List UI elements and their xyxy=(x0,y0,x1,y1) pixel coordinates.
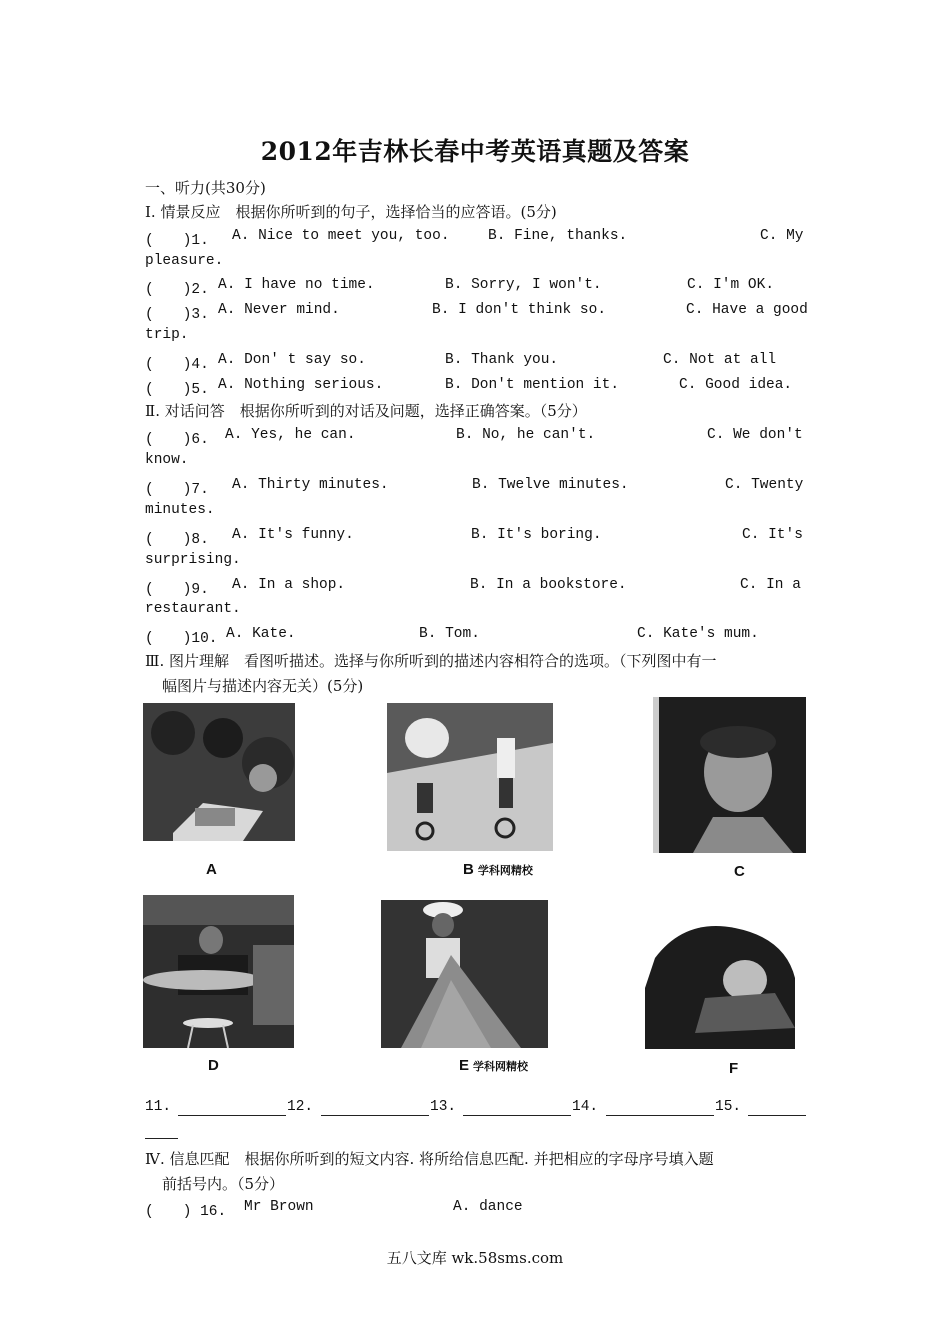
blank-label: 13. xyxy=(430,1099,457,1115)
option-a: A. Thirty minutes. xyxy=(232,477,389,493)
blank-label: 14. xyxy=(572,1099,599,1115)
watermark-text: 学科网精校 xyxy=(477,864,533,877)
section-3-heading: Ⅲ. 图片理解 看图听描述。选择与你所听到的描述内容相符合的选项。（下列图中有一 xyxy=(145,652,717,670)
option-a: A. In a shop. xyxy=(232,577,346,593)
question-row xyxy=(145,427,807,447)
blank-label: 15. xyxy=(715,1099,742,1115)
question-number: ( )5. xyxy=(145,382,209,398)
option-continuation: trip. xyxy=(145,327,189,343)
option-a: A. Never mind. xyxy=(218,302,340,318)
option-b: B. Twelve minutes. xyxy=(472,477,629,493)
match-left-item: Mr Brown xyxy=(244,1199,314,1215)
question-row xyxy=(145,352,807,372)
option-c: C. We don't xyxy=(707,427,803,443)
picture-d-man-at-table xyxy=(143,895,294,1048)
section-2-heading: Ⅱ. 对话问答 根据你所听到的对话及问题，选择正确答案。（5分） xyxy=(145,402,587,420)
question-row xyxy=(145,527,807,547)
option-a: A. Yes, he can. xyxy=(225,427,356,443)
picture-caption-f xyxy=(729,1060,738,1077)
caption-letter: A xyxy=(206,861,217,878)
question-number: ( )7. xyxy=(145,482,209,498)
question-row xyxy=(145,228,807,248)
section-4-heading: Ⅳ. 信息匹配 根据你所听到的短文内容. 将所给信息匹配. 并把相应的字母序号填入题 xyxy=(145,1150,714,1168)
option-continuation: pleasure. xyxy=(145,253,224,269)
picture-b-illustration xyxy=(387,703,553,851)
picture-caption-e xyxy=(459,1057,528,1074)
page-footer: 五八文库 wk.58sms.com xyxy=(386,1249,564,1267)
section-1-heading: Ⅰ. 情景反应 根据你所听到的句子，选择恰当的应答语。(5分) xyxy=(145,203,557,221)
option-b: B. Sorry, I won't. xyxy=(445,277,602,293)
picture-c-illustration xyxy=(653,697,806,853)
option-b: B. In a bookstore. xyxy=(470,577,627,593)
picture-e-market-vendor xyxy=(381,900,548,1048)
option-c: C. Good idea. xyxy=(679,377,793,393)
question-row xyxy=(145,577,807,597)
picture-f-sleeping-woman xyxy=(645,918,806,1049)
picture-caption-a xyxy=(206,861,217,878)
section-3-heading-cont: 幅图片与描述内容无关）(5分) xyxy=(162,677,364,695)
picture-e-illustration xyxy=(381,900,548,1048)
option-b: B. Fine, thanks. xyxy=(488,228,628,244)
question-row xyxy=(145,477,807,497)
picture-a-illustration xyxy=(143,703,295,841)
page-title: 2012年吉林长春中考英语真题及答案 xyxy=(260,137,690,166)
matching-row xyxy=(145,1199,807,1219)
answer-blank[interactable] xyxy=(606,1101,714,1116)
picture-caption-c xyxy=(734,863,745,880)
option-b: B. I don't think so. xyxy=(432,302,607,318)
option-c: C. Have a good xyxy=(686,302,808,318)
option-b: B. It's boring. xyxy=(471,527,602,543)
caption-letter: D xyxy=(208,1057,219,1074)
question-number: ( )3. xyxy=(145,307,209,323)
caption-letter: F xyxy=(729,1060,739,1077)
section-4-heading-cont: 前括号内。（5分） xyxy=(162,1175,285,1193)
question-row xyxy=(145,302,807,322)
option-a: A. Don' t say so. xyxy=(218,352,366,368)
match-right-item: A. dance xyxy=(453,1199,523,1215)
answer-blank[interactable] xyxy=(463,1101,571,1116)
option-c: C. My xyxy=(760,228,804,244)
caption-letter: B xyxy=(463,861,474,878)
answer-blank[interactable] xyxy=(178,1101,286,1116)
option-continuation: know. xyxy=(145,452,189,468)
question-number: ( )4. xyxy=(145,357,209,373)
option-c: C. I'm OK. xyxy=(687,277,775,293)
option-a: A. Nice to meet you, too. xyxy=(232,228,450,244)
blank-label: 12. xyxy=(287,1099,314,1115)
picture-d-illustration xyxy=(143,895,294,1048)
question-row xyxy=(145,626,807,646)
picture-a-people-reading xyxy=(143,703,295,841)
option-a: A. I have no time. xyxy=(218,277,375,293)
watermark-text: 学科网精校 xyxy=(473,1060,529,1073)
picture-f-illustration xyxy=(645,918,806,1049)
picture-caption-d xyxy=(208,1057,219,1074)
question-number: ( )10. xyxy=(145,631,218,647)
answer-blank-continuation xyxy=(145,1124,178,1139)
picture-caption-b xyxy=(463,861,533,878)
option-continuation: minutes. xyxy=(145,502,215,518)
question-row xyxy=(145,377,807,397)
option-c: C. Not at all xyxy=(663,352,777,368)
option-b: B. No, he can't. xyxy=(456,427,596,443)
question-number: ( )6. xyxy=(145,432,209,448)
option-c: C. Kate's mum. xyxy=(637,626,759,642)
option-a: A. It's funny. xyxy=(232,527,354,543)
answer-blanks-row xyxy=(145,1099,807,1119)
part-heading: 一、听力(共30分) xyxy=(145,179,266,197)
option-b: B. Thank you. xyxy=(445,352,559,368)
question-number: ( )8. xyxy=(145,532,209,548)
option-b: B. Don't mention it. xyxy=(445,377,620,393)
option-c: C. Twenty xyxy=(725,477,804,493)
caption-letter: C xyxy=(734,863,745,880)
option-continuation: restaurant. xyxy=(145,601,241,617)
question-number: ( ) 16. xyxy=(145,1204,227,1220)
question-number: ( )1. xyxy=(145,233,209,249)
option-b: B. Tom. xyxy=(419,626,480,642)
answer-blank[interactable] xyxy=(321,1101,429,1116)
picture-c-man-portrait xyxy=(653,697,806,853)
option-c: C. In a xyxy=(740,577,801,593)
question-number: ( )2. xyxy=(145,282,209,298)
option-a: A. Nothing serious. xyxy=(218,377,384,393)
picture-b-cyclists xyxy=(387,703,553,851)
question-row xyxy=(145,277,807,297)
answer-blank[interactable] xyxy=(748,1101,806,1116)
option-a: A. Kate. xyxy=(226,626,296,642)
answer-blank-cont xyxy=(145,1124,178,1144)
question-number: ( )9. xyxy=(145,582,209,598)
option-continuation: surprising. xyxy=(145,552,241,568)
blank-label: 11. xyxy=(145,1099,172,1115)
caption-letter: E xyxy=(459,1057,470,1074)
option-c: C. It's xyxy=(742,527,803,543)
